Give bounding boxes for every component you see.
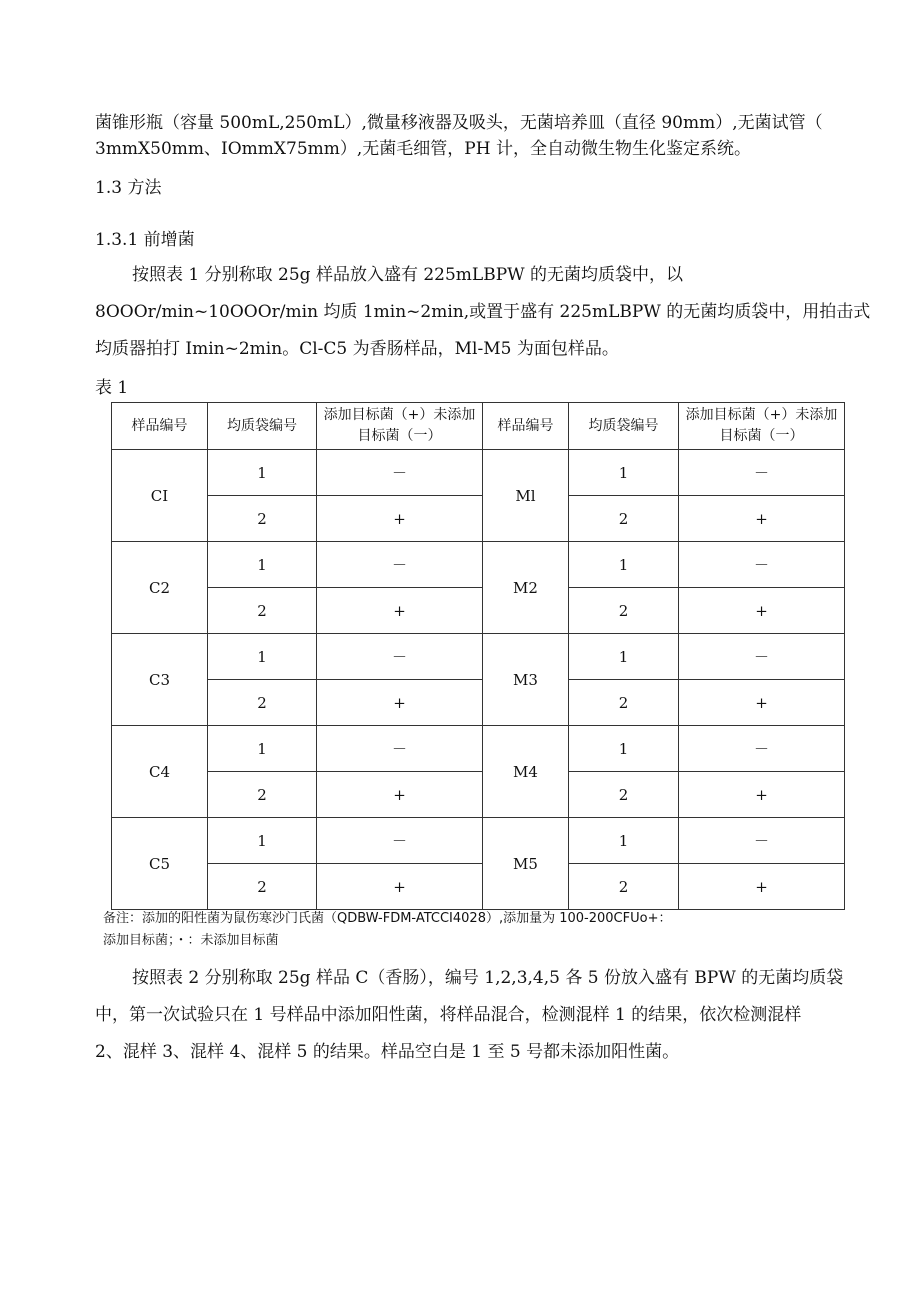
intro-line-2: 3mmX50mm、IOmmX75mm）,无菌毛细管，PH 计，全自动微生物生化鉴定系统。 bbox=[95, 139, 751, 159]
table-note-line-2: 添加目标菌；・：未添加目标菌 bbox=[103, 933, 279, 948]
bag-cell: 2 bbox=[569, 864, 679, 910]
flag-cell: － bbox=[317, 818, 483, 864]
followup-line-1: 按照表 2 分别称取 25g 样品 C（香肠），编号 1,2,3,4,5 各 5 份放入盛有 BPW 的无菌均质袋 bbox=[132, 968, 844, 988]
header-flag bbox=[317, 403, 483, 450]
table-row bbox=[112, 818, 845, 864]
bag-cell: 2 bbox=[208, 864, 317, 910]
flag-cell: － bbox=[317, 634, 483, 680]
bag-cell: 1 bbox=[569, 726, 679, 772]
header-sample-no: 样品编号 bbox=[112, 403, 208, 450]
bag-cell: 2 bbox=[208, 496, 317, 542]
header-flag-line-1: 添加目标菌（+）未添加 bbox=[323, 407, 476, 423]
table-row bbox=[112, 496, 845, 542]
bag-cell: 2 bbox=[569, 772, 679, 818]
header-sample-no-right: 样品编号 bbox=[483, 403, 569, 450]
flag-cell: + bbox=[317, 772, 483, 818]
intro-line-1: 菌锥形瓶（容量 500mL,250mL）,微量移液器及吸头，无菌培养皿（直径 90mm）,无菌试管（ bbox=[95, 113, 823, 133]
bag-cell: 1 bbox=[208, 450, 317, 496]
bag-cell: 1 bbox=[208, 634, 317, 680]
bag-cell: 2 bbox=[208, 772, 317, 818]
bag-cell: 2 bbox=[208, 588, 317, 634]
header-flag-line-2-right: 目标菌（一） bbox=[719, 428, 804, 444]
bag-cell: 1 bbox=[569, 450, 679, 496]
sample-cell-left: CI bbox=[112, 450, 208, 542]
table-caption: 表 1 bbox=[95, 378, 129, 398]
sample-cell-right: M2 bbox=[483, 542, 569, 634]
sample-cell-left: C5 bbox=[112, 818, 208, 910]
header-flag-line-1-right: 添加目标菌（+）未添加 bbox=[685, 407, 838, 423]
flag-cell: － bbox=[317, 542, 483, 588]
bag-cell: 2 bbox=[569, 496, 679, 542]
flag-cell: － bbox=[679, 450, 845, 496]
method-line-1: 按照表 1 分别称取 25g 样品放入盛有 225mLBPW 的无菌均质袋中，以 bbox=[132, 265, 684, 285]
sample-cell-right: M5 bbox=[483, 818, 569, 910]
flag-cell: － bbox=[317, 726, 483, 772]
header-bag-no-right: 均质袋编号 bbox=[569, 403, 679, 450]
method-line-3: 均质器拍打 Imin~2min。Cl-C5 为香肠样品，Ml-M5 为面包样品。 bbox=[95, 339, 619, 359]
sample-cell-left: C3 bbox=[112, 634, 208, 726]
bag-cell: 1 bbox=[208, 818, 317, 864]
bag-cell: 1 bbox=[208, 542, 317, 588]
sample-cell-left: C4 bbox=[112, 726, 208, 818]
bag-cell: 2 bbox=[569, 680, 679, 726]
sample-cell-right: M4 bbox=[483, 726, 569, 818]
flag-cell: + bbox=[679, 772, 845, 818]
table-header-row bbox=[112, 403, 845, 450]
flag-cell: + bbox=[679, 588, 845, 634]
sample-cell-left: C2 bbox=[112, 542, 208, 634]
followup-line-2: 中，第一次试验只在 1 号样品中添加阳性菌，将样品混合，检测混样 1 的结果，依次检测混样 bbox=[95, 1005, 802, 1025]
bag-cell: 1 bbox=[569, 818, 679, 864]
table-note-line-1: 备注：添加的阳性菌为鼠伤寒沙门氏菌（QDBW-FDM-ATCCI4028）,添加量为 100-200CFUo+： bbox=[103, 911, 672, 926]
table-row bbox=[112, 588, 845, 634]
header-flag-right bbox=[679, 403, 845, 450]
flag-cell: － bbox=[679, 726, 845, 772]
header-bag-no: 均质袋编号 bbox=[208, 403, 317, 450]
flag-cell: + bbox=[317, 864, 483, 910]
sample-table bbox=[111, 402, 845, 910]
table-row bbox=[112, 680, 845, 726]
sample-cell-right: M3 bbox=[483, 634, 569, 726]
flag-cell: － bbox=[679, 542, 845, 588]
section-heading: 1.3 方法 bbox=[95, 178, 162, 198]
bag-cell: 1 bbox=[569, 542, 679, 588]
table-row bbox=[112, 726, 845, 772]
table-row bbox=[112, 542, 845, 588]
flag-cell: + bbox=[679, 496, 845, 542]
flag-cell: + bbox=[679, 864, 845, 910]
flag-cell: + bbox=[679, 680, 845, 726]
bag-cell: 2 bbox=[208, 680, 317, 726]
table-row bbox=[112, 772, 845, 818]
flag-cell: － bbox=[679, 634, 845, 680]
bag-cell: 1 bbox=[569, 634, 679, 680]
header-flag-line-2: 目标菌（一） bbox=[357, 428, 442, 444]
bag-cell: 1 bbox=[208, 726, 317, 772]
flag-cell: + bbox=[317, 496, 483, 542]
followup-line-3: 2、混样 3、混样 4、混样 5 的结果。样品空白是 1 至 5 号都未添加阳性菌。 bbox=[95, 1042, 680, 1062]
flag-cell: + bbox=[317, 680, 483, 726]
table-row bbox=[112, 864, 845, 910]
table-row bbox=[112, 634, 845, 680]
flag-cell: － bbox=[679, 818, 845, 864]
bag-cell: 2 bbox=[569, 588, 679, 634]
sample-cell-right: Ml bbox=[483, 450, 569, 542]
table-row bbox=[112, 450, 845, 496]
subsection-heading: 1.3.1 前增菌 bbox=[95, 230, 195, 250]
method-line-2: 8OOOr/min~10OOOr/min 均质 1min~2min,或置于盛有 225mLBPW 的无菌均质袋中，用拍击式 bbox=[95, 302, 871, 322]
flag-cell: － bbox=[317, 450, 483, 496]
flag-cell: + bbox=[317, 588, 483, 634]
